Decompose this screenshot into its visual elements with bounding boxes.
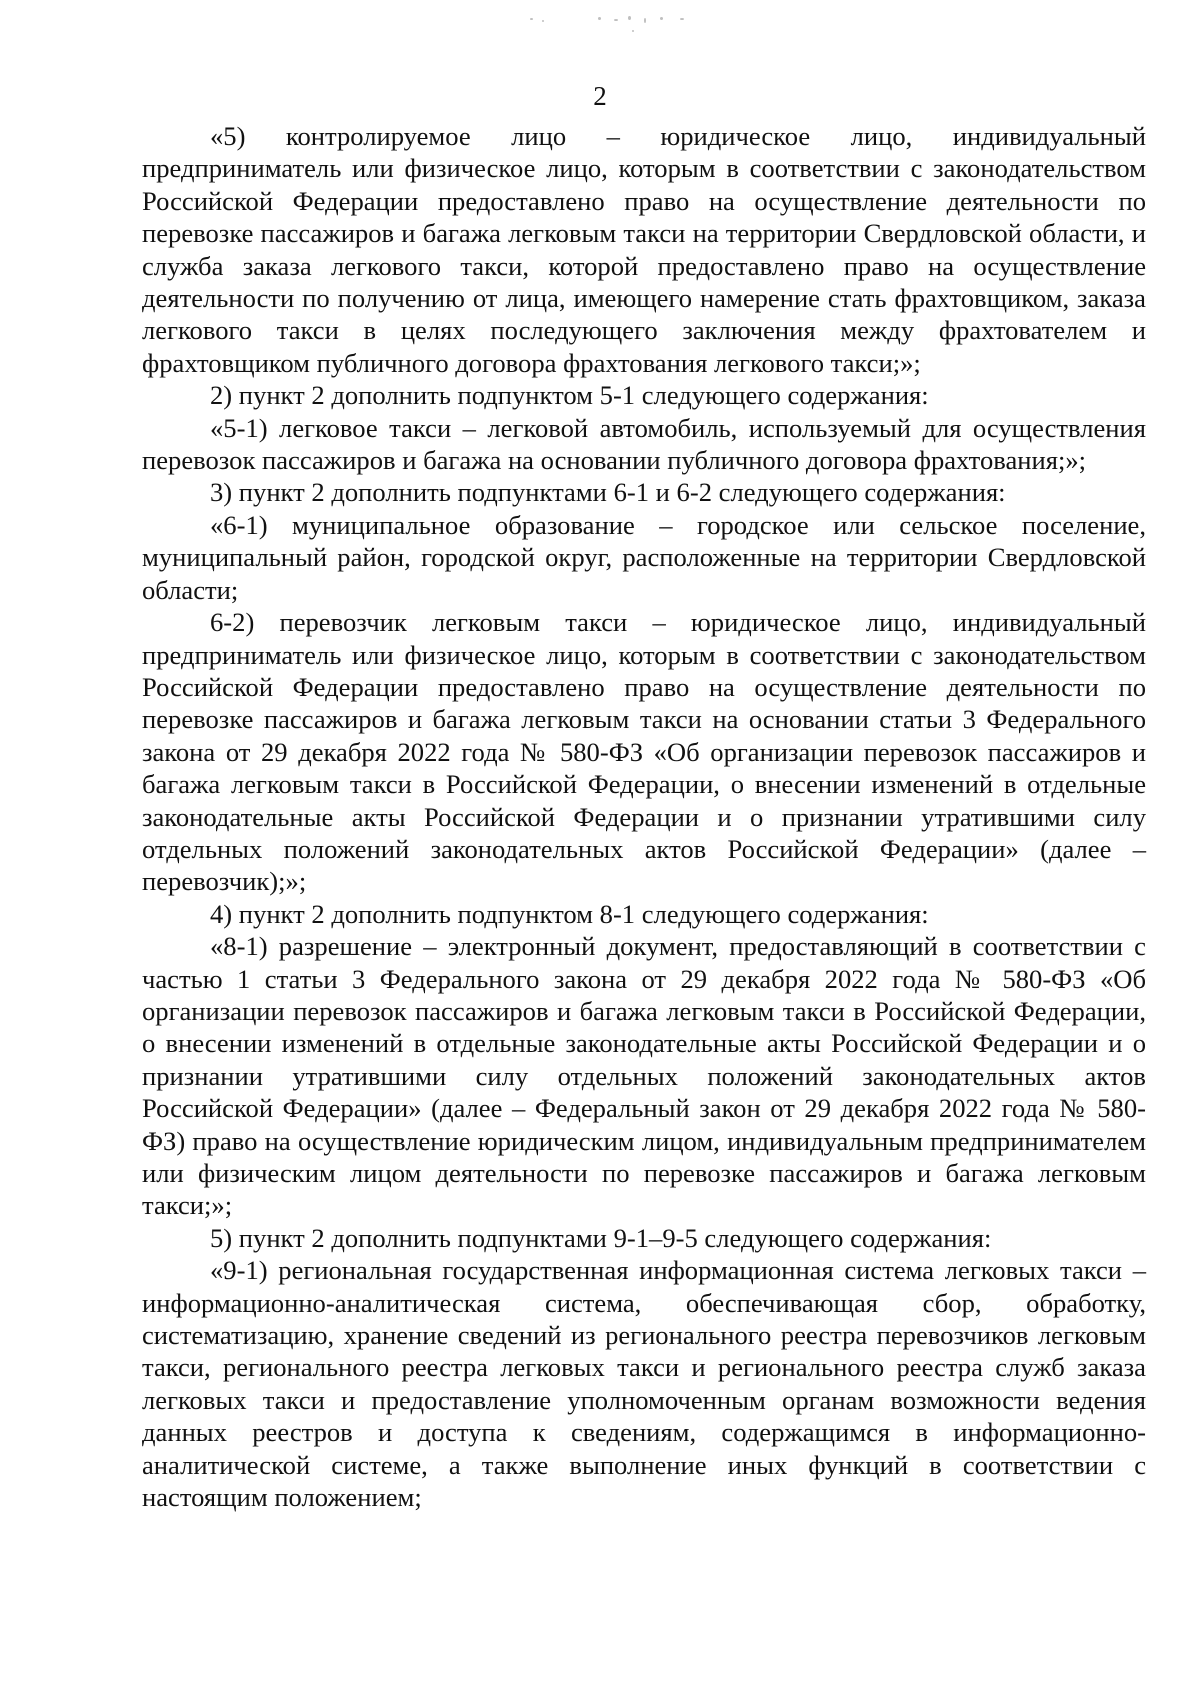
scan-artifact <box>520 8 760 36</box>
paragraph-amendment-3: 3) пункт 2 дополнить подпунктами 6-1 и 6-2 следующего содержания: <box>210 477 1006 508</box>
paragraph-item-8-1-permit: «8-1) разрешение – электронный документ, предоставляющий в соответствии с частью 1 статьи 3 Федерального закона от 29 декабря 2022 года № 580-ФЗ «Об организации перевозок пассажиров и багажа легковым такси в Российской Федерации, о внесении изменений в отдельные законодательные акты Российской Федерации и о признании утратившими силу отдельных положений законодательных актов Российской Федерации» (далее – Федеральный закон от 29 декабря 2022 года № 580-ФЗ) право на осуществление юридическим лицом, индивидуальным предпринимателем или физическим лицом деятельности по перевозке пассажиров и багажа легковым такси;»; <box>142 931 1146 1221</box>
paragraph-item-9-1-information-system: «9-1) региональная государственная информационная система легковых такси – информационно-аналитическая система, обеспечивающая сбор, обработку, систематизацию, хранение сведений из регионального реестра перевозчиков легковым такси, регионального реестра легковых такси и регионального реестра служб заказа легковых такси и предоставление уполномоченным органам возможности ведения данных реестров и доступа к сведениям, содержащимся в информационно-аналитической системе, а также выполнение иных функций в соответствии с настоящим положением; <box>142 1255 1146 1513</box>
paragraph-amendment-4: 4) пункт 2 дополнить подпунктом 8-1 следующего содержания: <box>210 898 929 929</box>
document-body <box>142 120 1146 1513</box>
paragraph-item-6-1-municipality: «6-1) муниципальное образование – городское или сельское поселение, муниципальный район, городской округ, расположенные на территории Свердловской области; <box>142 509 1146 605</box>
paragraph-amendment-2: 2) пункт 2 дополнить подпунктом 5-1 следующего содержания: <box>210 380 929 411</box>
paragraph-item-5-1-taxi: «5-1) легковое такси – легковой автомобиль, используемый для осуществления перевозок пассажиров и багажа на основании публичного договора фрахтования;»; <box>142 412 1146 476</box>
page-number: 2 <box>593 81 607 111</box>
paragraph-amendment-5: 5) пункт 2 дополнить подпунктами 9-1–9-5 следующего содержания: <box>210 1222 992 1253</box>
paragraph-item-5-controlled-person: «5) контролируемое лицо – юридическое лицо, индивидуальный предприниматель или физическое лицо, которым в соответствии с законодательством Российской Федерации предоставлено право на осуществление деятельности по перевозке пассажиров и багажа легковым такси на территории Свердловской области, и служба заказа легкового такси, которой предоставлено право на осуществление деятельности по получению от лица, имеющего намерение стать фрахтовщиком, заказа легкового такси в целях последующего заключения между фрахтователем и фрахтовщиком публичного договора фрахтования легкового такси;»; <box>142 121 1146 378</box>
paragraph-item-6-2-carrier: 6-2) перевозчик легковым такси – юридическое лицо, индивидуальный предприниматель или физическое лицо, которым в соответствии с законодательством Российской Федерации предоставлено право на осуществление деятельности по перевозке пассажиров и багажа легковым такси на основании статьи 3 Федерального закона от 29 декабря 2022 года № 580-ФЗ «Об организации перевозок пассажиров и багажа легковым такси в Российской Федерации, о внесении изменений в отдельные законодательные акты Российской Федерации и о признании утратившими силу отдельных положений законодательных актов Российской Федерации» (далее – перевозчик);»; <box>142 607 1146 897</box>
